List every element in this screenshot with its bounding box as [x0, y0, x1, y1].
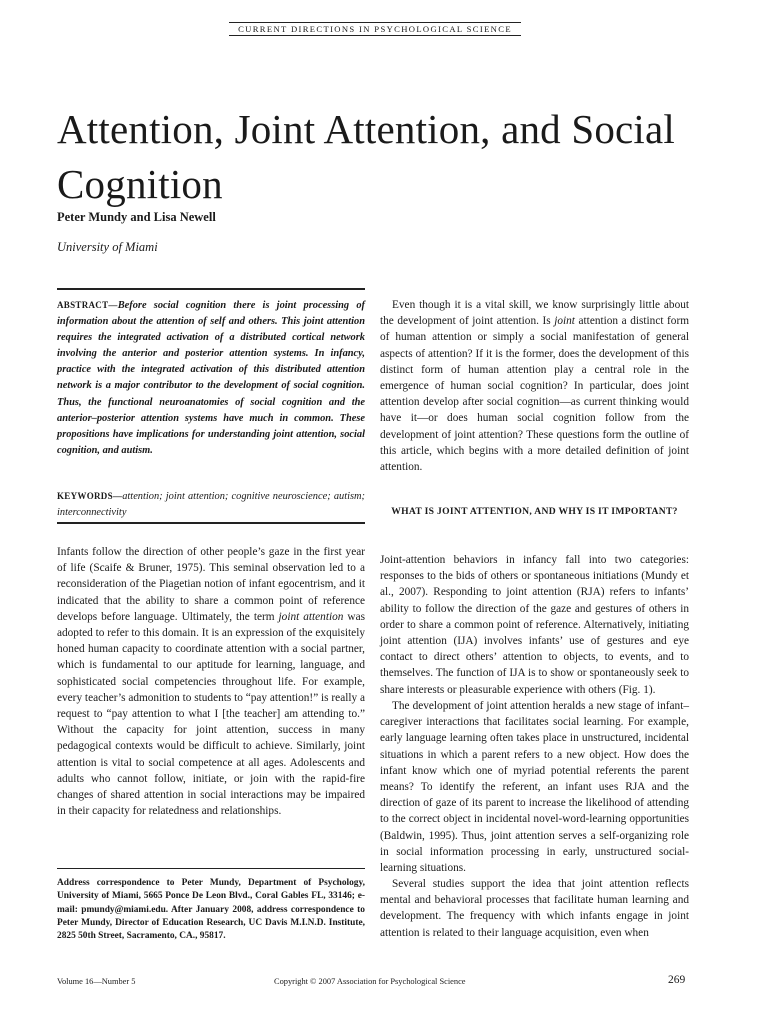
right-p1-text-b: attention a distinct form of human attention or simply a social manifestation of general aspects of attention? If it is the former, does the development of this distinct form of human attention play a central role in the emergence of human social cognition? In particular, does joint attention develop after social cognition—as current thinking would have it—or does human social cognition follow from the development of joint attention? These questions form the outline of this article, which begins with a more detailed definition of joint attention.	[380, 315, 690, 474]
abstract-label: ABSTRACT—	[57, 300, 118, 310]
abstract-top-rule	[57, 288, 365, 290]
page-number: 269	[668, 974, 686, 986]
intro-text-1: Infants follow the direction of other people’s gaze in the first year of life (Scaife & Bruner, 1975). This seminal observation led to a reconsideration of the Piagetian notion of infant egocentrism, and it indicated that the ability to share a common point of reference develops before language. Ultimately, the term	[57, 546, 365, 623]
footer-copyright: Copyright © 2007 Association for Psychological Science	[274, 977, 466, 986]
right-paragraph-3: The development of joint attention heralds a new stage of infant–caregiver interactions that facilitates social learning. For example, early language learning often takes place in unstructured, incidental situations in which a parent refers to a new object. How does the infant know which one of myriad potential referents the parent means? To identify the referent, an infant uses RJA and the direction of gaze of its parent to increase the likelihood of attending to the correct object in incidental novel-word-learning opportunities (Baldwin, 1995). Thus, joint attention serves a self-organizing role in social information processing in early, unstructured social-learning situations.	[380, 700, 689, 875]
abstract-text: Before social cognition there is joint processing of information about the attention of self and others. This joint attention requires the integrated activation of a distributed cortical network involving the anterior and posterior attention systems. In infancy, practice with the integrated activation of this distributed attention network is a major contributor to the development of social cognition. Thus, the functional neuroanatomies of social cognition and the anterior–posterior attention systems have much in common. These propositions have implications for understanding joint attention, social cognition, and autism.	[57, 300, 365, 456]
right-p1-emphasis: joint	[554, 315, 575, 328]
right-paragraph-2: Joint-attention behaviors in infancy fall into two categories: responses to the bids of others or spontaneous initiations (Mundy et al., 2007). Responding to joint attention (RJA) refers to infants’ ability to follow the direction of the gaze and gestures of others in order to share a common point of reference. Alternatively, initiating joint attention (IJA) involves infants’ use of gestures and eye contact to direct others’ attention to objects, to events, and to themselves. The function of IJA is to show or spontaneously seek to share interests or pleasurable experience with others (Fig. 1).	[380, 554, 689, 696]
authors: Peter Mundy and Lisa Newell	[57, 210, 216, 224]
affiliation: University of Miami	[57, 240, 158, 254]
keywords-text: attention; joint attention; cognitive neuroscience; autism; interconnectivity	[57, 491, 365, 519]
intro-text-2: was adopted to refer to this domain. It is an expression of the exquisitely honed human capacity to coordinate attention with a social partner, which is fundamental to our aptitude for learning, language, and sophisticated social competencies throughout life. For example, every teacher’s admonition to students to “pay attention!” is really a request to “pay attention to what I [the teacher] am attending to.” Without the capacity for joint attention, success in many pedagogical contexts would be difficult to achieve. Similarly, joint attention is vital to social competence at all ages. Adolescents and adults who cannot follow, initiate, or join with the rapid-fire changes of shared attention in social interactions may be impaired in their capacity for relatedness and relationships.	[57, 610, 365, 818]
keywords-label: KEYWORDS—	[57, 491, 123, 501]
section-heading: WHAT IS JOINT ATTENTION, AND WHY IS IT IMPORTANT?	[391, 506, 678, 517]
intro-emphasis: joint attention	[278, 610, 344, 623]
correspondence-address: Address correspondence to Peter Mundy, Department of Psychology, University of Miami, 5665 Ponce De Leon Blvd., Coral Gables FL, 33146; e-mail: pmundy@miami.edu. After January 2008, address correspondence to Peter Mundy, Director of Education Research, UC Davis M.I.N.D. Institute, 2825 50th Street, Sacramento, CA., 95817.	[57, 878, 365, 942]
intro-paragraph	[57, 544, 365, 819]
article-title: Attention, Joint Attention, and Social Cognition	[57, 106, 675, 207]
right-paragraph-1	[380, 297, 689, 475]
abstract	[57, 297, 365, 459]
address-rule	[57, 868, 365, 869]
right-paragraph-4: Several studies support the idea that joint attention reflects mental and behavioral processes that facilitate human learning and development. The frequency with which infants engage in joint attention is related to their language acquisition, even when	[380, 878, 689, 939]
footer-volume: Volume 16—Number 5	[57, 977, 136, 986]
keywords	[57, 488, 365, 521]
abstract-bottom-rule	[57, 522, 365, 524]
running-head: CURRENT DIRECTIONS IN PSYCHOLOGICAL SCIENCE	[229, 22, 521, 36]
right-p1-text-a: Even though it is a vital skill, we know surprisingly little about the development of joint attention. Is	[380, 299, 689, 328]
